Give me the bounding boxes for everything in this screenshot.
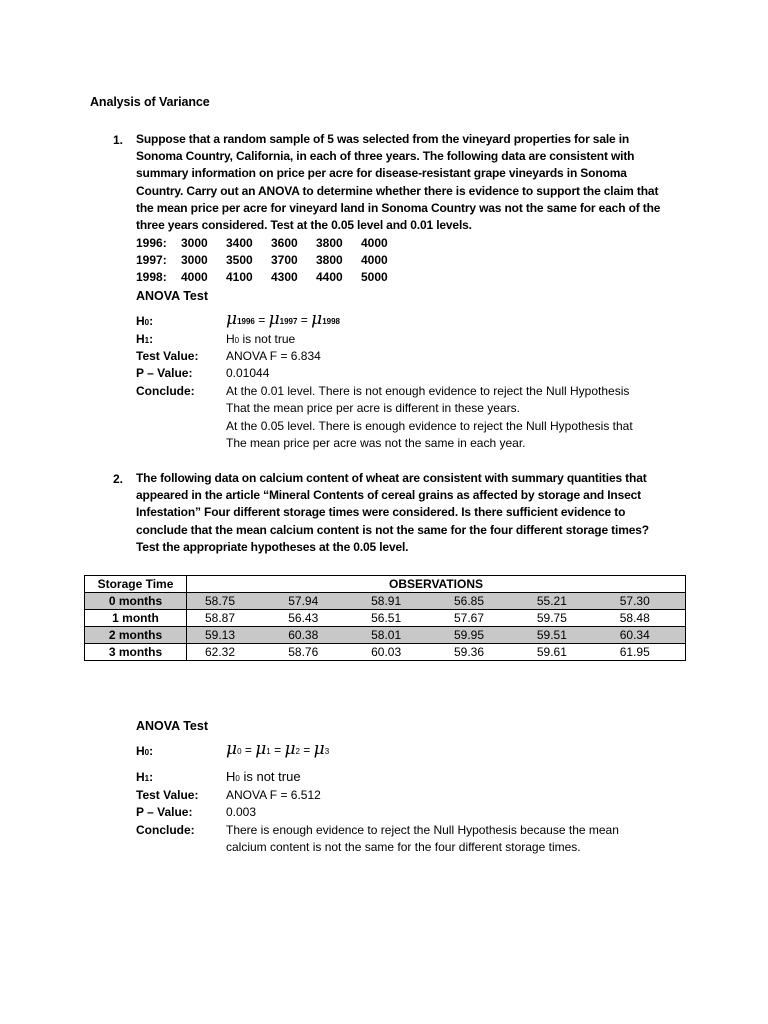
test-value-label-2: Test Value: bbox=[136, 788, 199, 802]
p-value-2: 0.003 bbox=[226, 805, 257, 819]
row-label: 1 month bbox=[85, 610, 187, 627]
conclude-label-2: Conclude: bbox=[136, 823, 195, 837]
table-cell: 59.51 bbox=[519, 627, 602, 644]
table-cell: 60.03 bbox=[353, 644, 436, 661]
question-2-number: 2. bbox=[113, 472, 124, 486]
table-cell: 61.95 bbox=[602, 644, 686, 661]
h1-value-1: H0 is not true bbox=[226, 332, 296, 346]
data-value: 4000 bbox=[361, 236, 388, 250]
data-value: 4300 bbox=[271, 270, 298, 284]
data-value: 3800 bbox=[316, 253, 343, 267]
table-cell: 59.13 bbox=[187, 627, 271, 644]
test-value-2: ANOVA F = 6.512 bbox=[226, 788, 321, 802]
data-value: 3700 bbox=[271, 253, 298, 267]
table-cell: 59.61 bbox=[519, 644, 602, 661]
question-1-line: Suppose that a random sample of 5 was selected from the vineyard properties for sale in bbox=[136, 132, 630, 146]
conclude-line: At the 0.01 level. There is not enough evidence to reject the Null Hypothesis bbox=[226, 384, 630, 398]
data-value: 3000 bbox=[181, 236, 208, 250]
question-1-line: Country. Carry out an ANOVA to determine whether there is evidence to support the claim that bbox=[136, 183, 659, 198]
data-value: 3800 bbox=[316, 236, 343, 250]
table-cell: 59.95 bbox=[436, 627, 519, 644]
data-value: 3000 bbox=[181, 253, 208, 267]
h0-value-2: μ0 = μ1 = μ2 = μ3 bbox=[226, 739, 330, 759]
table-cell: 57.30 bbox=[602, 593, 686, 610]
question-1-number: 1. bbox=[113, 133, 124, 147]
table-cell: 58.87 bbox=[187, 610, 271, 627]
conclude-line: calcium content is not the same for the four different storage times. bbox=[226, 840, 581, 855]
header-storage-time: Storage Time bbox=[85, 576, 187, 593]
conclude-line: At the 0.05 level. There is enough evidence to reject the Null Hypothesis that bbox=[226, 418, 633, 433]
question-2-line: Infestation” Four different storage times were considered. Is there sufficient evidence to bbox=[136, 505, 626, 520]
table-cell: 56.43 bbox=[270, 610, 353, 627]
table-cell: 58.76 bbox=[270, 644, 353, 661]
data-value: 4000 bbox=[181, 270, 208, 284]
data-value: 4100 bbox=[226, 270, 253, 284]
data-year: 1996: bbox=[136, 236, 167, 250]
row-label: 0 months bbox=[85, 593, 187, 610]
h1-value-2: H0 is not true bbox=[226, 769, 301, 784]
table-cell: 60.34 bbox=[602, 627, 686, 644]
table-cell: 57.94 bbox=[270, 593, 353, 610]
table-cell: 58.75 bbox=[187, 593, 271, 610]
observations-table bbox=[84, 575, 686, 661]
conclude-line: The mean price per acre was not the same in each year. bbox=[226, 436, 526, 451]
question-2-line: appeared in the article “Mineral Contents of cereal grains as affected by storage and Insect bbox=[136, 488, 642, 503]
table-row bbox=[85, 593, 686, 610]
data-year: 1997: bbox=[136, 253, 167, 267]
table-cell: 56.51 bbox=[353, 610, 436, 627]
table-cell: 58.01 bbox=[353, 627, 436, 644]
header-observations: OBSERVATIONS bbox=[187, 576, 686, 593]
question-2-text bbox=[136, 470, 696, 556]
data-value: 3500 bbox=[226, 253, 253, 267]
test-value-1: ANOVA F = 6.834 bbox=[226, 349, 321, 363]
anova-heading-2: ANOVA Test bbox=[136, 719, 208, 733]
data-value: 3600 bbox=[271, 236, 298, 250]
table-cell: 55.21 bbox=[519, 593, 602, 610]
conclude-line: That the mean price per acre is different in these years. bbox=[226, 401, 520, 416]
table-cell: 58.91 bbox=[353, 593, 436, 610]
data-value: 3400 bbox=[226, 236, 253, 250]
table-cell: 60.38 bbox=[270, 627, 353, 644]
table-cell: 57.67 bbox=[436, 610, 519, 627]
question-1-line: Sonoma Country, California, in each of three years. The following data are consistent with bbox=[136, 149, 635, 164]
conclude-label-1: Conclude: bbox=[136, 384, 195, 398]
h1-label-1: H1: bbox=[136, 332, 154, 346]
table-cell: 62.32 bbox=[187, 644, 271, 661]
table-header-row bbox=[85, 576, 686, 593]
table-row bbox=[85, 644, 686, 661]
question-1-line: summary information on price per acre for disease-resistant grape vineyards in Sonoma bbox=[136, 166, 627, 181]
p-value-label-2: P – Value: bbox=[136, 805, 193, 819]
h0-value-1: μ1996 = μ1997 = μ1998 bbox=[226, 309, 340, 329]
question-2-line: Test the appropriate hypotheses at the 0.05 level. bbox=[136, 539, 409, 554]
conclude-text-1 bbox=[226, 383, 676, 453]
h0-label-2: H0: bbox=[136, 744, 154, 758]
table-cell: 59.36 bbox=[436, 644, 519, 661]
question-2-line: The following data on calcium content of wheat are consistent with summary quantities that bbox=[136, 471, 647, 485]
table-cell: 56.85 bbox=[436, 593, 519, 610]
data-value: 4000 bbox=[361, 253, 388, 267]
table-cell: 59.75 bbox=[519, 610, 602, 627]
row-label: 3 months bbox=[85, 644, 187, 661]
test-value-label-1: Test Value: bbox=[136, 349, 199, 363]
page-title: Analysis of Variance bbox=[90, 95, 210, 109]
table-row bbox=[85, 627, 686, 644]
question-1-line: three years considered. Test at the 0.05 level and 0.01 levels. bbox=[136, 218, 472, 233]
p-value-1: 0.01044 bbox=[226, 366, 270, 380]
conclude-line: There is enough evidence to reject the Null Hypothesis because the mean bbox=[226, 823, 619, 837]
table-row bbox=[85, 610, 686, 627]
p-value-label-1: P – Value: bbox=[136, 366, 193, 380]
data-value: 4400 bbox=[316, 270, 343, 284]
data-year: 1998: bbox=[136, 270, 167, 284]
data-value: 5000 bbox=[361, 270, 388, 284]
conclude-text-2 bbox=[226, 822, 676, 857]
question-2-line: conclude that the mean calcium content is not the same for the four different storage times? bbox=[136, 522, 649, 537]
question-1-line: the mean price per acre for vineyard land in Sonoma Country was not the same for each of the bbox=[136, 200, 661, 215]
anova-heading-1: ANOVA Test bbox=[136, 289, 208, 303]
h1-label-2: H1: bbox=[136, 770, 154, 784]
question-1-text bbox=[136, 131, 696, 234]
h0-label-1: H0: bbox=[136, 314, 154, 328]
table-cell: 58.48 bbox=[602, 610, 686, 627]
row-label: 2 months bbox=[85, 627, 187, 644]
